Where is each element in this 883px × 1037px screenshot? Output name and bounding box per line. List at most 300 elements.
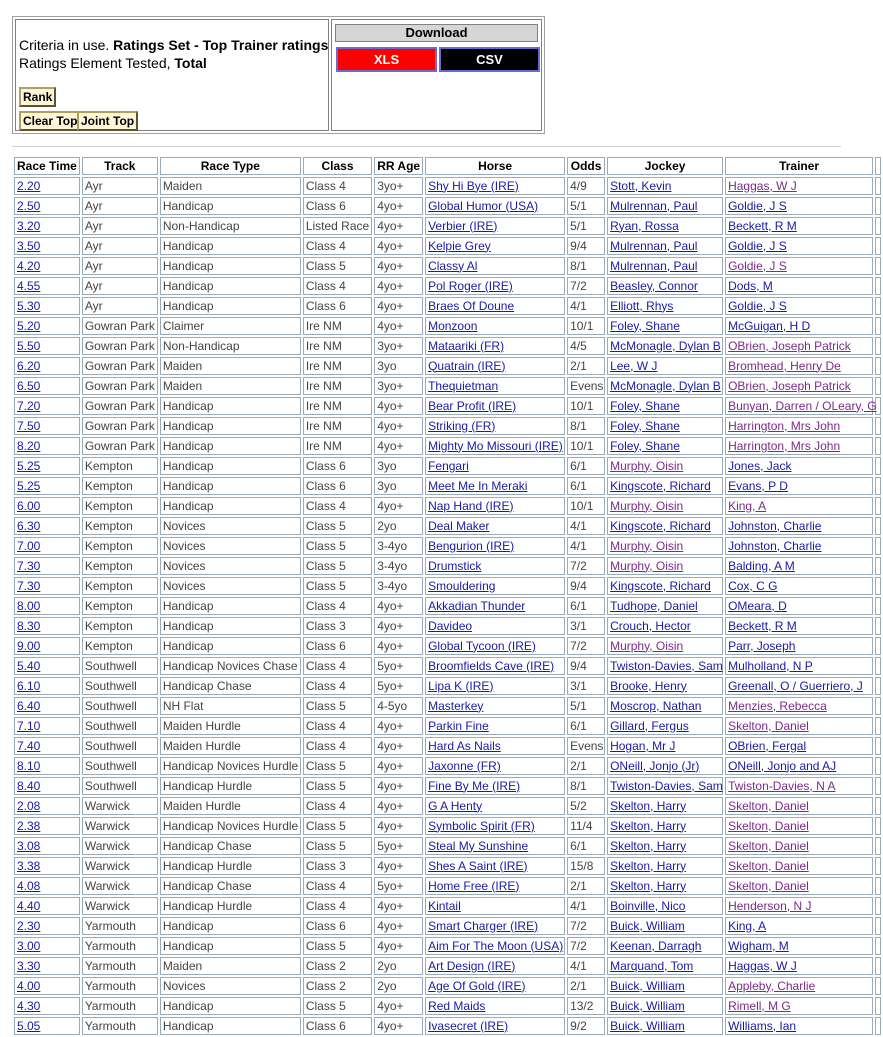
cell-overflow (875, 1017, 881, 1035)
jockey-link[interactable]: Elliott, Rhys (610, 298, 674, 313)
cell-odds: 7/2 (567, 277, 605, 295)
trainer-link[interactable]: Johnston, Charlie (728, 518, 822, 533)
trainer-link[interactable]: King, A (728, 498, 767, 513)
cell-odds: 9/2 (567, 1017, 605, 1035)
jockey-link[interactable]: Stott, Kevin (610, 178, 672, 193)
cell-rr-age: 4yo+ (374, 717, 423, 735)
cell-odds: 2/1 (567, 977, 605, 995)
trainer-link[interactable]: Bromhead, Henry De (728, 358, 841, 373)
race-time-link[interactable]: 6.50 (17, 378, 41, 393)
race-time-link[interactable]: 8.20 (17, 438, 41, 453)
jockey-link[interactable]: Mulrennan, Paul (610, 198, 698, 213)
race-time-link[interactable]: 5.05 (17, 1018, 41, 1033)
horse-link[interactable]: Drumstick (428, 558, 482, 573)
race-time-link[interactable]: 6.10 (17, 678, 41, 693)
jockey-link[interactable]: Foley, Shane (610, 318, 680, 333)
cell-race-time (14, 637, 80, 655)
joint-top-button[interactable]: Joint Top (77, 111, 138, 131)
race-time-link[interactable]: 6.40 (17, 698, 41, 713)
column-header-odds: Odds (567, 157, 605, 175)
cell-rr-age: 3yo+ (374, 177, 423, 195)
horse-link[interactable]: Shes A Saint (IRE) (428, 858, 528, 873)
cell-jockey (607, 777, 723, 795)
race-time-link[interactable]: 7.30 (17, 578, 41, 593)
cell-trainer (725, 817, 873, 835)
cell-race-type: Handicap (160, 617, 301, 635)
cell-odds: 2/1 (567, 757, 605, 775)
race-time-link[interactable]: 5.20 (17, 318, 41, 333)
jockey-link[interactable]: Foley, Shane (610, 418, 680, 433)
horse-link[interactable]: Global Humor (USA) (428, 198, 539, 213)
jockey-link[interactable]: Buick, William (610, 998, 685, 1013)
horse-link[interactable]: Red Maids (428, 998, 486, 1013)
cell-track: Ayr (82, 277, 158, 295)
jockey-link[interactable]: Marquand, Tom (610, 958, 694, 973)
cell-race-type: Non-Handicap (160, 337, 301, 355)
cell-trainer (725, 877, 873, 895)
cell-track: Warwick (82, 897, 158, 915)
cell-class: Ire NM (303, 317, 372, 335)
races-table-body (14, 177, 881, 1035)
jockey-link[interactable]: Kingscote, Richard (610, 518, 711, 533)
horse-link[interactable]: G A Henty (428, 798, 483, 813)
cell-class: Class 5 (303, 937, 372, 955)
cell-track: Southwell (82, 677, 158, 695)
trainer-link[interactable]: Wigham, M (728, 938, 789, 953)
table-row (14, 777, 881, 795)
jockey-link[interactable]: Crouch, Hector (610, 618, 691, 633)
cell-jockey (607, 277, 723, 295)
jockey-link[interactable]: Buick, William (610, 1018, 685, 1033)
jockey-link[interactable]: Keenan, Darragh (610, 938, 702, 953)
race-time-link[interactable]: 8.00 (17, 598, 41, 613)
clear-top-button[interactable]: Clear Top (19, 111, 81, 131)
race-time-link[interactable]: 4.30 (17, 998, 41, 1013)
horse-link[interactable]: Parkin Fine (428, 718, 489, 733)
cell-overflow (875, 817, 881, 835)
race-time-link[interactable]: 7.20 (17, 398, 41, 413)
jockey-link[interactable]: Skelton, Harry (610, 818, 687, 833)
horse-link[interactable]: Hard As Nails (428, 738, 501, 753)
trainer-link[interactable]: Henderson, N J (728, 898, 812, 913)
race-time-link[interactable]: 4.00 (17, 978, 41, 993)
cell-race-type: Claimer (160, 317, 301, 335)
jockey-link[interactable]: Beasley, Connor (610, 278, 698, 293)
cell-overflow (875, 217, 881, 235)
horse-link[interactable]: Smouldering (428, 578, 496, 593)
cell-jockey (607, 297, 723, 315)
race-time-link[interactable]: 4.08 (17, 878, 41, 893)
horse-link[interactable]: Thequietman (428, 378, 499, 393)
jockey-link[interactable]: Kingscote, Richard (610, 578, 711, 593)
cell-odds: 5/1 (567, 217, 605, 235)
cell-jockey (607, 837, 723, 855)
cell-jockey (607, 677, 723, 695)
horse-link[interactable]: Pol Roger (IRE) (428, 278, 513, 293)
horse-link[interactable]: Symbolic Spirit (FR) (428, 818, 535, 833)
cell-jockey (607, 737, 723, 755)
race-time-link[interactable]: 3.08 (17, 838, 41, 853)
table-row (14, 437, 881, 455)
trainer-link[interactable]: Johnston, Charlie (728, 538, 822, 553)
jockey-link[interactable]: Lee, W J (610, 358, 658, 373)
horse-link[interactable]: Bear Profit (IRE) (428, 398, 517, 413)
cell-rr-age: 5yo+ (374, 657, 423, 675)
table-row (14, 237, 881, 255)
cell-rr-age: 3yo+ (374, 337, 423, 355)
cell-class: Class 5 (303, 757, 372, 775)
race-time-link[interactable]: 3.30 (17, 958, 41, 973)
cell-jockey (607, 357, 723, 375)
race-time-link[interactable]: 4.20 (17, 258, 41, 273)
cell-horse (425, 737, 565, 755)
trainer-link[interactable]: Skelton, Daniel (728, 798, 809, 813)
cell-trainer (725, 177, 873, 195)
column-header-trainer: Trainer (725, 157, 873, 175)
table-row (14, 857, 881, 875)
cell-race-type: Handicap Hurdle (160, 777, 301, 795)
race-time-link[interactable]: 8.40 (17, 778, 41, 793)
trainer-link[interactable]: Goldie, J S (728, 258, 787, 273)
jockey-link[interactable]: Hogan, Mr J (610, 738, 676, 753)
cell-track: Ayr (82, 197, 158, 215)
cell-trainer (725, 237, 873, 255)
trainer-link[interactable]: Twiston-Davies, N A (728, 778, 836, 793)
cell-horse (425, 397, 565, 415)
cell-odds: 5/2 (567, 797, 605, 815)
horse-link[interactable]: Aim For The Moon (USA) (428, 938, 564, 953)
trainer-link[interactable]: Appleby, Charlie (728, 978, 816, 993)
trainer-link[interactable]: OMeara, D (728, 598, 787, 613)
cell-jockey (607, 497, 723, 515)
trainer-link[interactable]: Harrington, Mrs John (728, 418, 841, 433)
cell-jockey (607, 517, 723, 535)
cell-odds: 6/1 (567, 837, 605, 855)
trainer-link[interactable]: OBrien, Joseph Patrick (728, 338, 851, 353)
cell-horse (425, 697, 565, 715)
cell-rr-age: 4yo+ (374, 297, 423, 315)
cell-jockey (607, 537, 723, 555)
race-time-link[interactable]: 2.38 (17, 818, 41, 833)
jockey-link[interactable]: Buick, William (610, 978, 685, 993)
cell-trainer (725, 197, 873, 215)
cell-odds: 6/1 (567, 597, 605, 615)
jockey-link[interactable]: Murphy, Oisin (610, 458, 684, 473)
trainer-link[interactable]: OBrien, Joseph Patrick (728, 378, 851, 393)
jockey-link[interactable]: Murphy, Oisin (610, 558, 684, 573)
cell-track: Ayr (82, 177, 158, 195)
cell-rr-age: 4yo+ (374, 997, 423, 1015)
cell-trainer (725, 937, 873, 955)
race-time-link[interactable]: 7.40 (17, 738, 41, 753)
horse-link[interactable]: Shy Hi Bye (IRE) (428, 178, 519, 193)
horse-link[interactable]: Bengurion (IRE) (428, 538, 515, 553)
race-time-link[interactable]: 7.50 (17, 418, 41, 433)
cell-rr-age: 4yo+ (374, 777, 423, 795)
race-time-link[interactable]: 5.30 (17, 298, 41, 313)
jockey-link[interactable]: Skelton, Harry (610, 798, 687, 813)
horse-link[interactable]: Braes Of Doune (428, 298, 515, 313)
race-time-link[interactable]: 6.30 (17, 518, 41, 533)
race-time-link[interactable]: 7.30 (17, 558, 41, 573)
horse-link[interactable]: Fengari (428, 458, 469, 473)
cell-track: Gowran Park (82, 437, 158, 455)
jockey-link[interactable]: Skelton, Harry (610, 858, 687, 873)
race-time-link[interactable]: 8.30 (17, 618, 41, 633)
cell-horse (425, 177, 565, 195)
cell-rr-age: 4yo+ (374, 217, 423, 235)
race-time-link[interactable]: 4.40 (17, 898, 41, 913)
horse-link[interactable]: Broomfields Cave (IRE) (428, 658, 555, 673)
race-time-link[interactable]: 7.00 (17, 538, 41, 553)
race-time-link[interactable]: 4.55 (17, 278, 41, 293)
cell-overflow (875, 917, 881, 935)
jockey-link[interactable]: Foley, Shane (610, 398, 680, 413)
trainer-link[interactable]: Balding, A M (728, 558, 795, 573)
race-time-link[interactable]: 5.40 (17, 658, 41, 673)
trainer-link[interactable]: Goldie, J S (728, 298, 787, 313)
cell-track: Kempton (82, 457, 158, 475)
cell-race-time (14, 197, 80, 215)
trainer-link[interactable]: McGuigan, H D (728, 318, 811, 333)
race-time-link[interactable]: 6.20 (17, 358, 41, 373)
jockey-link[interactable]: ONeill, Jonjo (Jr) (610, 758, 700, 773)
horse-link[interactable]: Kelpie Grey (428, 238, 491, 253)
cell-jockey (607, 897, 723, 915)
jockey-link[interactable]: Murphy, Oisin (610, 638, 684, 653)
jockey-link[interactable]: Brooke, Henry (610, 678, 687, 693)
cell-trainer (725, 317, 873, 335)
cell-class: Class 4 (303, 277, 372, 295)
horse-link[interactable]: Akkadian Thunder (428, 598, 526, 613)
cell-rr-age: 3-4yo (374, 557, 423, 575)
cell-trainer (725, 977, 873, 995)
race-time-link[interactable]: 2.50 (17, 198, 41, 213)
horse-link[interactable]: Global Tycoon (IRE) (428, 638, 536, 653)
trainer-link[interactable]: Dods, M (728, 278, 773, 293)
trainer-link[interactable]: Evans, P D (728, 478, 788, 493)
trainer-link[interactable]: Beckett, R M (728, 618, 797, 633)
cell-trainer (725, 557, 873, 575)
race-time-link[interactable]: 5.50 (17, 338, 41, 353)
cell-race-type: Novices (160, 977, 301, 995)
jockey-link[interactable]: Murphy, Oisin (610, 538, 684, 553)
cell-rr-age: 2yo (374, 517, 423, 535)
trainer-link[interactable]: Skelton, Daniel (728, 718, 809, 733)
cell-rr-age: 4yo+ (374, 757, 423, 775)
cell-trainer (725, 657, 873, 675)
cell-jockey (607, 177, 723, 195)
jockey-link[interactable]: Ryan, Rossa (610, 218, 679, 233)
cell-odds: 4/1 (567, 957, 605, 975)
cell-race-type: Handicap (160, 457, 301, 475)
trainer-link[interactable]: Parr, Joseph (728, 638, 796, 653)
cell-jockey (607, 797, 723, 815)
cell-odds: 4/9 (567, 177, 605, 195)
jockey-link[interactable]: Skelton, Harry (610, 838, 687, 853)
jockey-link[interactable]: Moscrop, Nathan (610, 698, 702, 713)
cell-overflow (875, 657, 881, 675)
cell-class: Class 5 (303, 257, 372, 275)
jockey-link[interactable]: Tudhope, Daniel (610, 598, 698, 613)
cell-horse (425, 377, 565, 395)
cell-race-time (14, 797, 80, 815)
horse-link[interactable]: Mataariki (FR) (428, 338, 505, 353)
jockey-link[interactable]: Mulrennan, Paul (610, 258, 698, 273)
cell-class: Class 5 (303, 517, 372, 535)
trainer-link[interactable]: Bunyan, Darren / OLeary, G (728, 398, 877, 413)
trainer-link[interactable]: Greenall, O / Guerriero, J (728, 678, 863, 693)
jockey-link[interactable]: Murphy, Oisin (610, 498, 684, 513)
horse-link[interactable]: Lipa K (IRE) (428, 678, 494, 693)
trainer-link[interactable]: Mulholland, N P (728, 658, 813, 673)
cell-race-type: Maiden (160, 377, 301, 395)
cell-overflow (875, 297, 881, 315)
cell-jockey (607, 757, 723, 775)
horse-link[interactable]: Deal Maker (428, 518, 490, 533)
race-time-link[interactable]: 7.10 (17, 718, 41, 733)
trainer-link[interactable]: Cox, C G (728, 578, 778, 593)
jockey-link[interactable]: Twiston-Davies, Sam (610, 778, 723, 793)
trainer-link[interactable]: Haggas, W J (728, 178, 797, 193)
horse-link[interactable]: Mighty Mo Missouri (IRE) (428, 438, 563, 453)
horse-link[interactable]: Verbier (IRE) (428, 218, 498, 233)
cell-odds: 4/1 (567, 297, 605, 315)
horse-link[interactable]: Steal My Sunshine (428, 838, 529, 853)
rank-button[interactable]: Rank (19, 87, 56, 107)
table-row (14, 217, 881, 235)
csv-download-button[interactable]: CSV (439, 47, 540, 72)
horse-link[interactable]: Home Free (IRE) (428, 878, 520, 893)
cell-trainer (725, 777, 873, 795)
cell-overflow (875, 557, 881, 575)
jockey-link[interactable]: Kingscote, Richard (610, 478, 711, 493)
trainer-link[interactable]: King, A (728, 918, 767, 933)
trainer-link[interactable]: Rimell, M G (728, 998, 791, 1013)
table-row (14, 257, 881, 275)
cell-race-type: Maiden Hurdle (160, 797, 301, 815)
cell-overflow (875, 757, 881, 775)
cell-race-time (14, 357, 80, 375)
table-row (14, 897, 881, 915)
race-time-link[interactable]: 6.00 (17, 498, 41, 513)
cell-track: Kempton (82, 617, 158, 635)
horse-link[interactable]: Masterkey (428, 698, 484, 713)
trainer-link[interactable]: ONeill, Jonjo and AJ (728, 758, 837, 773)
cell-trainer (725, 517, 873, 535)
trainer-link[interactable]: OBrien, Fergal (728, 738, 807, 753)
trainer-link[interactable]: Goldie, J S (728, 238, 787, 253)
table-row (14, 377, 881, 395)
cell-trainer (725, 597, 873, 615)
cell-overflow (875, 597, 881, 615)
table-row (14, 717, 881, 735)
horse-link[interactable]: Ivasecret (IRE) (428, 1018, 509, 1033)
race-time-link[interactable]: 8.10 (17, 758, 41, 773)
cell-class: Listed Race (303, 217, 372, 235)
race-time-link[interactable]: 3.20 (17, 218, 41, 233)
cell-race-type: Handicap Novices Hurdle (160, 817, 301, 835)
race-time-link[interactable]: 9.00 (17, 638, 41, 653)
cell-odds: Evens (567, 737, 605, 755)
cell-horse (425, 457, 565, 475)
cell-class: Class 2 (303, 957, 372, 975)
trainer-link[interactable]: Skelton, Daniel (728, 878, 809, 893)
xls-download-button[interactable]: XLS (336, 47, 437, 72)
cell-track: Southwell (82, 777, 158, 795)
horse-link[interactable]: Age Of Gold (IRE) (428, 978, 526, 993)
race-time-link[interactable]: 2.20 (17, 178, 41, 193)
jockey-link[interactable]: McMonagle, Dylan B (610, 378, 721, 393)
trainer-link[interactable]: Haggas, W J (728, 958, 797, 973)
horse-link[interactable]: Fine By Me (IRE) (428, 778, 521, 793)
cell-overflow (875, 317, 881, 335)
cell-rr-age: 4yo+ (374, 637, 423, 655)
cell-horse (425, 997, 565, 1015)
trainer-link[interactable]: Williams, Ian (728, 1018, 797, 1033)
race-time-link[interactable]: 2.30 (17, 918, 41, 933)
table-row (14, 997, 881, 1015)
cell-track: Warwick (82, 817, 158, 835)
race-time-link[interactable]: 3.50 (17, 238, 41, 253)
horse-link[interactable]: Monzoon (428, 318, 478, 333)
horse-link[interactable]: Art Design (IRE) (428, 958, 516, 973)
horse-link[interactable]: Classy Al (428, 258, 478, 273)
jockey-link[interactable]: Skelton, Harry (610, 878, 687, 893)
jockey-link[interactable]: Twiston-Davies, Sam (610, 658, 723, 673)
horse-link[interactable]: Quatrain (IRE) (428, 358, 506, 373)
race-time-link[interactable]: 2.08 (17, 798, 41, 813)
cell-rr-age: 4yo+ (374, 617, 423, 635)
race-time-link[interactable]: 3.38 (17, 858, 41, 873)
jockey-link[interactable]: Gillard, Fergus (610, 718, 689, 733)
horse-link[interactable]: Meet Me In Meraki (428, 478, 528, 493)
jockey-link[interactable]: Foley, Shane (610, 438, 680, 453)
cell-jockey (607, 997, 723, 1015)
table-row (14, 657, 881, 675)
cell-race-type: Handicap (160, 477, 301, 495)
horse-link[interactable]: Kintail (428, 898, 461, 913)
horse-link[interactable]: Davideo (428, 618, 473, 633)
trainer-link[interactable]: Skelton, Daniel (728, 858, 809, 873)
horse-link[interactable]: Smart Charger (IRE) (428, 918, 539, 933)
horse-link[interactable]: Jaxonne (FR) (428, 758, 501, 773)
trainer-link[interactable]: Skelton, Daniel (728, 818, 809, 833)
jockey-link[interactable]: Mulrennan, Paul (610, 238, 698, 253)
race-time-link[interactable]: 5.25 (17, 478, 41, 493)
cell-horse (425, 237, 565, 255)
trainer-link[interactable]: Beckett, R M (728, 218, 797, 233)
cell-race-time (14, 537, 80, 555)
jockey-link[interactable]: Buick, William (610, 918, 685, 933)
horse-link[interactable]: Striking (FR) (428, 418, 496, 433)
race-time-link[interactable]: 5.25 (17, 458, 41, 473)
trainer-link[interactable]: Skelton, Daniel (728, 838, 809, 853)
jockey-link[interactable]: Boinville, Nico (610, 898, 686, 913)
cell-overflow (875, 537, 881, 555)
race-time-link[interactable]: 3.00 (17, 938, 41, 953)
trainer-link[interactable]: Jones, Jack (728, 458, 792, 473)
jockey-link[interactable]: McMonagle, Dylan B (610, 338, 721, 353)
cell-race-time (14, 837, 80, 855)
cell-horse (425, 617, 565, 635)
cell-horse (425, 837, 565, 855)
cell-odds: Evens (567, 377, 605, 395)
trainer-link[interactable]: Menzies, Rebecca (728, 698, 827, 713)
horse-link[interactable]: Nap Hand (IRE) (428, 498, 514, 513)
trainer-link[interactable]: Goldie, J S (728, 198, 787, 213)
trainer-link[interactable]: Harrington, Mrs John (728, 438, 841, 453)
